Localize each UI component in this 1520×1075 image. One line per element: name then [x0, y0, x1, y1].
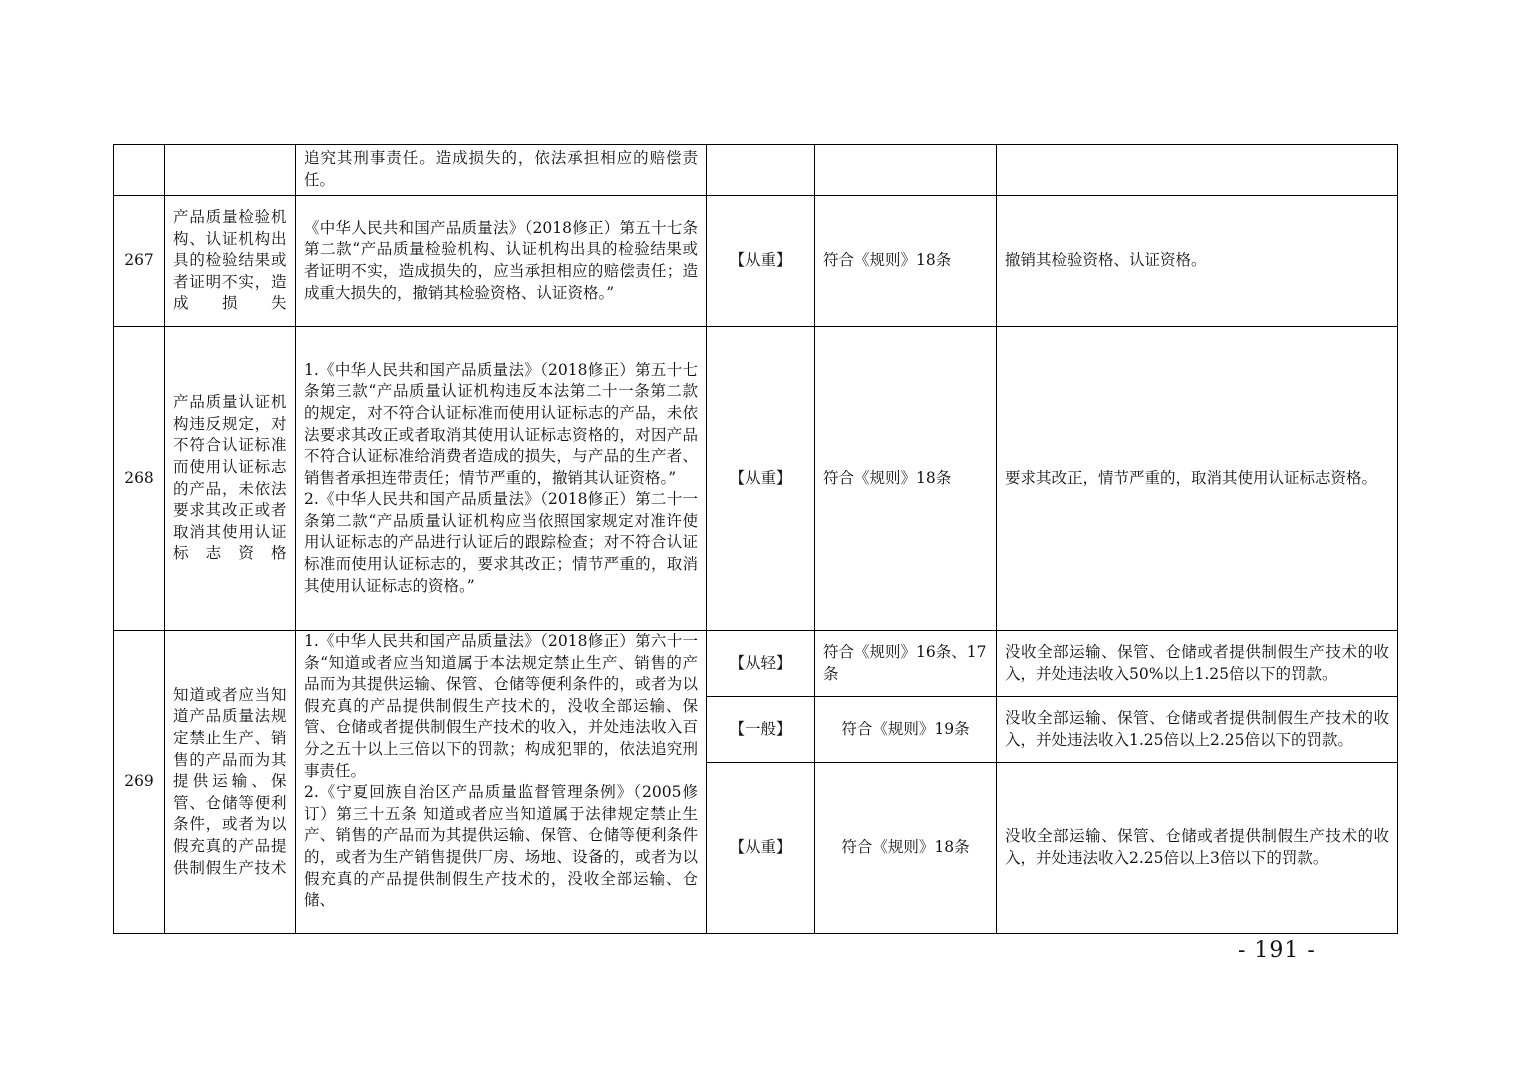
item-number-cell: 268 — [114, 327, 165, 631]
applicable-rule-cell: 符合《规则》19条 — [815, 697, 997, 763]
penalty-measure-cell — [997, 145, 1398, 196]
page-number: - 191 - — [1238, 938, 1316, 963]
penalty-measure-cell: 没收全部运输、保管、仓储或者提供制假生产技术的收入，并处违法收入2.25倍以上3倍以下的罚款。 — [997, 763, 1398, 934]
penalty-standards-table — [113, 144, 1398, 934]
legal-basis-cell: 1.《中华人民共和国产品质量法》（2018修正）第六十一条“知道或者应当知道属于本法规定禁止生产、销售的产品而为其提供运输、保管、仓储等便利条件的，或者为以假充真的产品提供制假生产技术的，没收全部运输、保管、仓储或者提供制假生产技术的收入，并处违法收入百分之五十以上三倍以下的罚款；构成犯罪的，依法追究刑事责任。 2.《宁夏回族自治区产品质量监督管理条例》（2005修订）第三十五条 知道或者应当知道属于法律规定禁止生产、销售的产品而为其提供运输、保管、仓储等便利条件的，或者为生产销售提供厂房、场地、设备的，或者为以假充真的产品提供制假生产技术的，没收全部运输、仓储、 — [296, 631, 707, 934]
legal-basis-cell: 1.《中华人民共和国产品质量法》（2018修正）第五十七条第三款“产品质量认证机构违反本法第二十一条第二款的规定，对不符合认证标准而使用认证标志的产品，未依法要求其改正或者取消其使用认证标志资格的，对因产品不符合认证标准给消费者造成的损失，与产品的生产者、销售者承担连带责任；情节严重的，撤销其认证资格。” 2.《中华人民共和国产品质量法》（2018修正）第二十一条第二款“产品质量认证机构应当依照国家规定对准许使用认证标志的产品进行认证后的跟踪检查；对不符合认证标准而使用认证标志的，要求其改正；情节严重的，取消其使用认证标志的资格。” — [296, 327, 707, 631]
table-row-continued — [114, 145, 1398, 196]
penalty-measure-cell: 撤销其检验资格、认证资格。 — [997, 196, 1398, 327]
applicable-rule-cell: 符合《规则》18条 — [815, 196, 997, 327]
table-row-267 — [114, 196, 1398, 327]
penalty-measure-cell: 要求其改正，情节严重的，取消其使用认证标志资格。 — [997, 327, 1398, 631]
table-row-269-lenient — [114, 631, 1398, 697]
violation-name-cell: 知道或者应当知道产品质量法规定禁止生产、销售的产品而为其提供运输、保管、仓储等便利条件，或者为以假充真的产品提供制假生产技术 — [165, 631, 296, 934]
legal-basis-cell: 追究其刑事责任。造成损失的，依法承担相应的赔偿责任。 — [296, 145, 707, 196]
penalty-measure-cell: 没收全部运输、保管、仓储或者提供制假生产技术的收入，并处违法收入50%以上1.25倍以下的罚款。 — [997, 631, 1398, 697]
item-number-cell — [114, 145, 165, 196]
penalty-measure-cell: 没收全部运输、保管、仓储或者提供制假生产技术的收入，并处违法收入1.25倍以上2.25倍以下的罚款。 — [997, 697, 1398, 763]
violation-name-cell: 产品质量检验机构、认证机构出具的检验结果或者证明不实，造成损失 — [165, 196, 296, 327]
violation-name-cell: 产品质量认证机构违反规定，对不符合认证标准而使用认证标志的产品，未依法要求其改正或者取消其使用认证标志资格 — [165, 327, 296, 631]
applicable-rule-cell — [815, 145, 997, 196]
penalty-level-cell: 【从重】 — [707, 763, 815, 934]
penalty-level-cell: 【从轻】 — [707, 631, 815, 697]
penalty-level-cell: 【从重】 — [707, 196, 815, 327]
applicable-rule-cell: 符合《规则》18条 — [815, 327, 997, 631]
penalty-level-cell — [707, 145, 815, 196]
applicable-rule-cell: 符合《规则》16条、17条 — [815, 631, 997, 697]
violation-name-cell — [165, 145, 296, 196]
item-number-cell: 269 — [114, 631, 165, 934]
applicable-rule-cell: 符合《规则》18条 — [815, 763, 997, 934]
penalty-level-cell: 【一般】 — [707, 697, 815, 763]
legal-basis-cell: 《中华人民共和国产品质量法》（2018修正）第五十七条第二款“产品质量检验机构、认证机构出具的检验结果或者证明不实，造成损失的，应当承担相应的赔偿责任；造成重大损失的，撤销其检验资格、认证资格。” — [296, 196, 707, 327]
item-number-cell: 267 — [114, 196, 165, 327]
table-row-268 — [114, 327, 1398, 631]
penalty-level-cell: 【从重】 — [707, 327, 815, 631]
